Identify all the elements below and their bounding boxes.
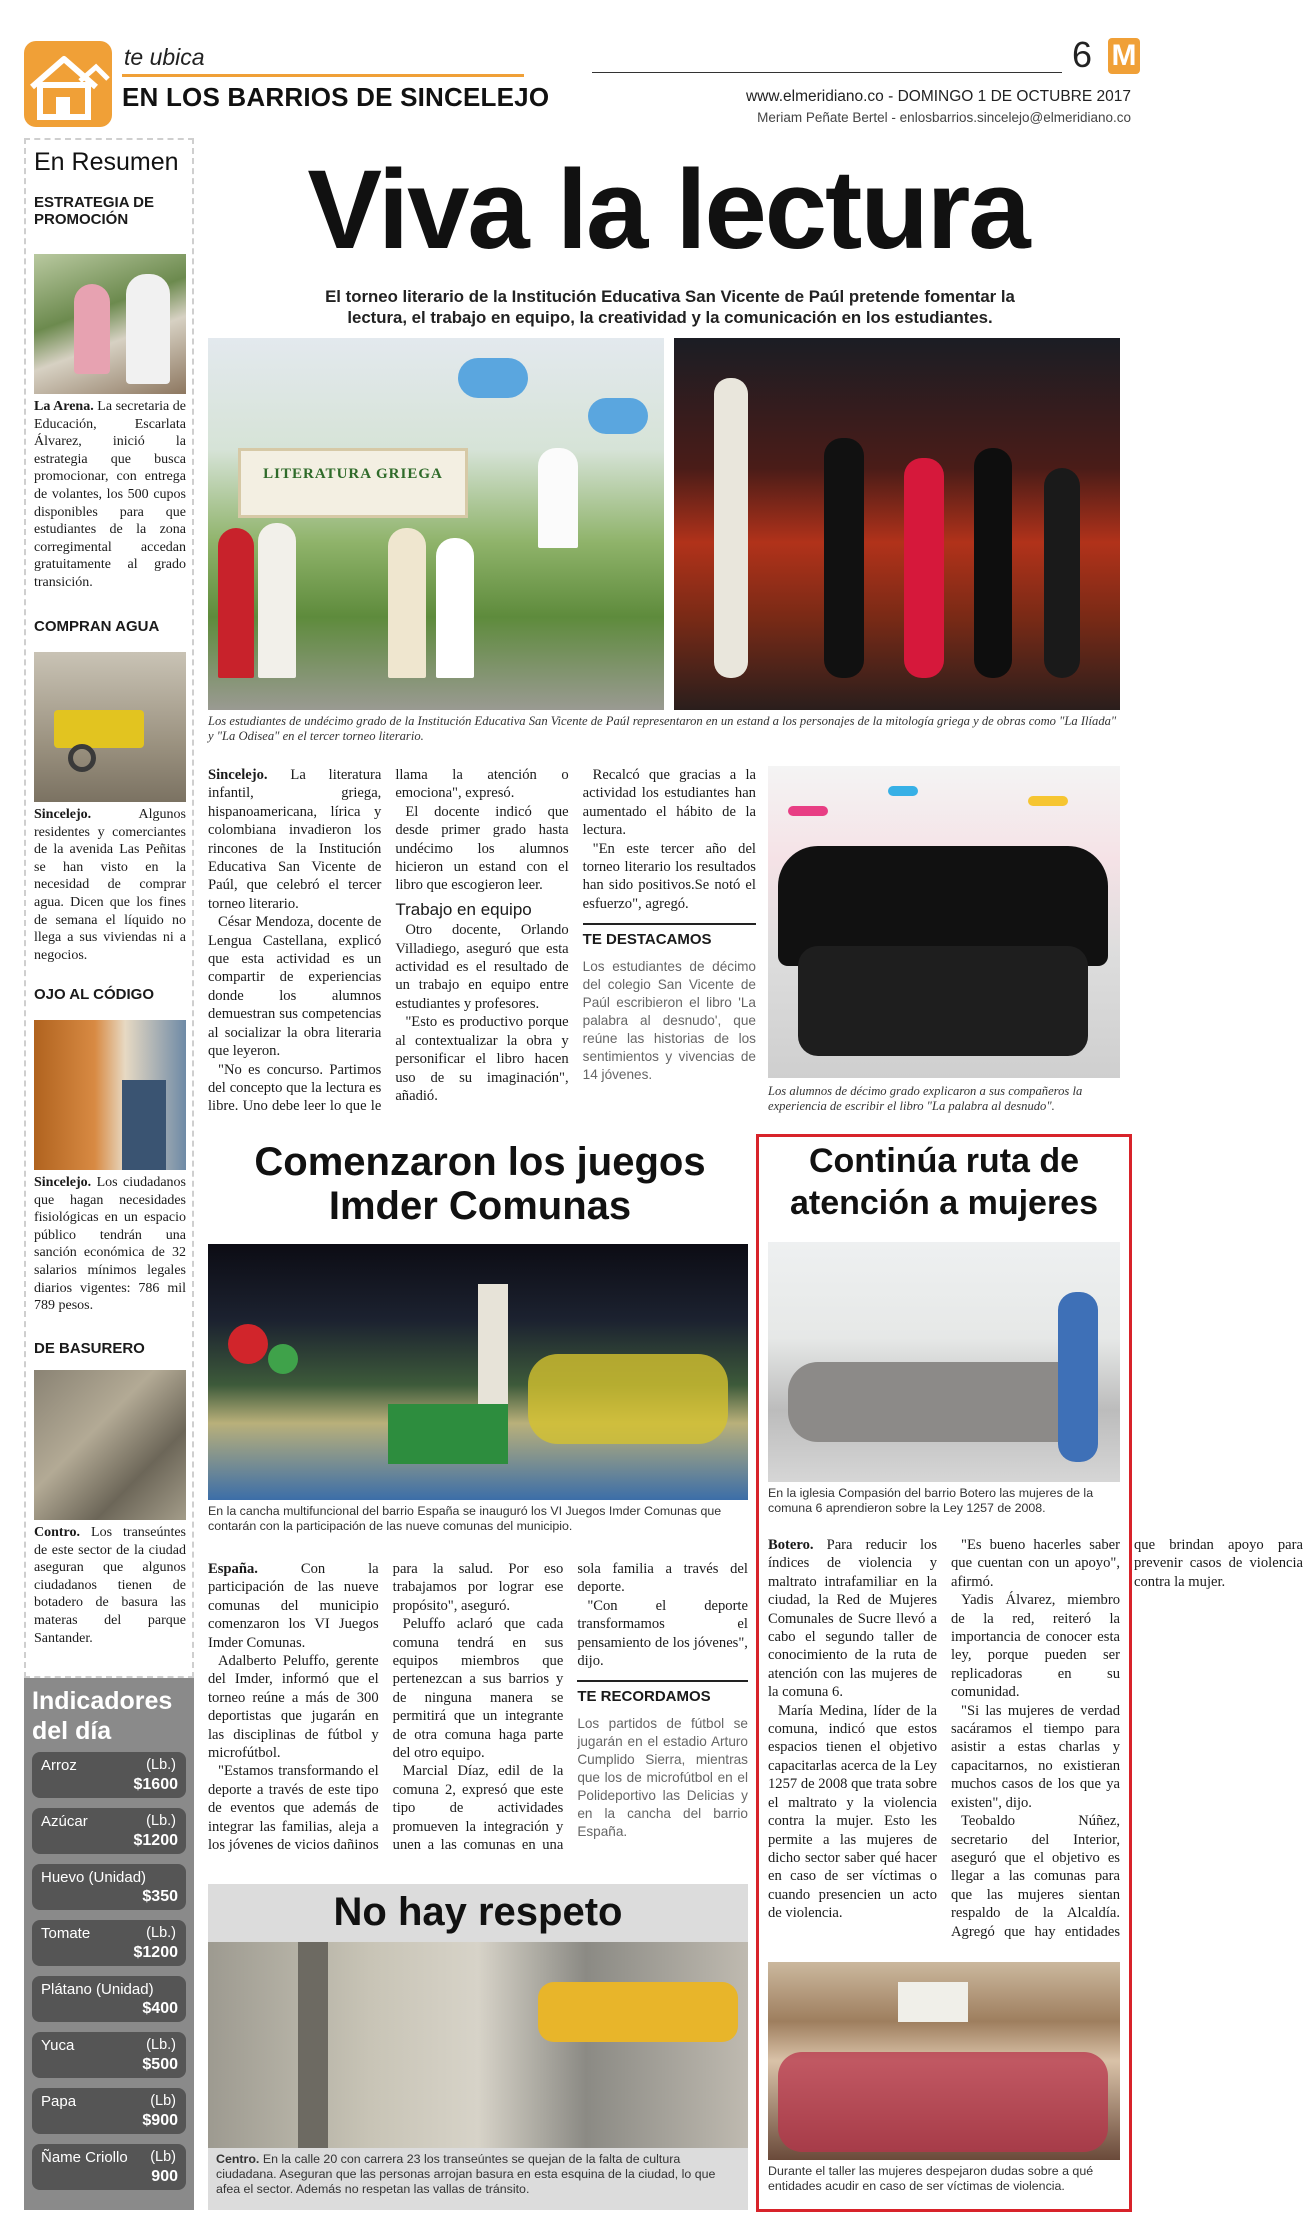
indicator-card: [32, 2032, 186, 2078]
indicator-unit: (Lb): [150, 2149, 176, 2165]
caption-side: Los alumnos de décimo grado explicaron a sus compañeros la experiencia de escribir el libro "La palabra al desnudo".: [768, 1084, 1083, 1113]
greek-sign: LITERATURA GRIEGA: [263, 466, 443, 482]
byline: Meriam Peñate Bertel - enlosbarrios.sincelejo@elmeridiano.co: [757, 110, 1131, 125]
indicator-price: $900: [142, 2112, 178, 2129]
sidebar-item-text: Contro. Los transeúntes de este sector de la ciudad aseguran que algunos ciudadanos tienen de botadero de basura las materas del parque Santander.: [34, 1525, 186, 1646]
indicator-name: Huevo (Unidad): [41, 1869, 147, 1886]
indicator-card: [32, 2144, 186, 2190]
sidebar-item-text: La Arena. La secretaria de Educación, Escarlata Álvarez, inició la estrategia que busca promocionar, con entrega de volantes, los 500 cupos disponibles para que estudiantes de la zona corregimental accedan gratuitamente al grado transición.: [34, 399, 186, 590]
indicator-card: [32, 2088, 186, 2134]
caption-top: Los estudiantes de undécimo grado de la Institución Educativa San Vicente de Paúl representaron en un estand a los personajes de la mitología griega y de obras como "La Ilíada" y "La Odisea" en el tercer torneo literario.: [208, 714, 1117, 743]
indicator-card: [32, 1752, 186, 1798]
games-body: España. Con la participación de las nueve comunas del municipio comenzaron los VI Juegos Imder Comunas. Adalberto Peluffo, gerente del Imder, informó que el torneo reúne a más de 300 deportistas que jugarán en las disciplinas de fútbol y microfútbol. "Estamos transformando el deporte a través de este tipo de eventos que además de integrar las familias, aleja a los jóvenes de vicios dañinos para la salud. Por eso trabajamos por lograr ese propósito", aseguró. Peluffo aclaró que cada comuna tendrá en sus equipos miembros que pertenezcan a sus barrios y de ninguna manera se permitirá que un integrante de otra comuna haga parte del otro equipo. Marcial Díaz, edil de la comuna 2, expresó que este tipo de actividades promueven la integración y unen a las comunas en una sola familia a través del deporte. "Con el deporte transformamos el pensamiento de los jóvenes", dijo. TE RECORDAMOS Los partidos de fútbol se jugarán en el estadio Arturo Cumplido Sierra, mientras que los de microfútbol en el Polideportivo las Delicias y en la cancha del barrio España.: [208, 1561, 748, 1854]
sidebar-item-title: COMPRAN AGUA: [34, 618, 160, 635]
header-rule: [592, 72, 1062, 73]
indicator-unit: (Lb): [150, 2093, 176, 2109]
indicator-unit: (Lb.): [146, 1813, 176, 1829]
women-body: Botero. Para reducir los índices de violencia y maltrato intrafamiliar en la ciudad, la Red de Mujeres Comunales de Sucre llevó a cabo el segundo taller de conocimiento de la ruta de atención con las mujeres de la comuna 6. María Medina, líder de la comuna, indicó que estos espacios tienen el objetivo capacitarlas acerca de la Ley 1257 de 2008 que trata sobre el maltrato y la violencia contra la mujer. Esto les permite a las mujeres de dicho sector saber qué hacer en caso de ser víctimas o cuando presencien un acto de violencia. "Es bueno hacerles saber que cuentan con un apoyo", afirmó. Yadis Álvarez, miembro de la red, reiteró la importancia de conocer esta ley, porque pueden ser replicadoras en su comunidad. "Si las mujeres de verdad sacáramos el tiempo para asistir a estas charlas y capacitarnos, no existieran muchos casos de los que ya existen", dijo. Teobaldo Núñez, secretario del Interior, aseguró que el objetivo es llegar a las comunas para que las mujeres sientan respaldo de la Alcaldía. Agregó que hay entidades que brindan apoyo para prevenir casos de violencia contra la mujer.: [768, 1537, 1303, 1940]
sidebar-item-text: Sincelejo. Algunos residentes y comerciantes de la avenida Las Peñitas se han visto en la necesidad de comprar agua. Dicen que los fines de semana el líquido no llega a sus viviendas ni a negocios.: [34, 807, 186, 963]
indicator-price: $1600: [133, 1776, 178, 1793]
games-headline: Comenzaron los juegos Imder Comunas: [254, 1140, 706, 1228]
indicator-name: Ñame Criollo: [41, 2149, 128, 2166]
indicator-price: $350: [142, 1888, 178, 1905]
indicator-unit: (Lb.): [146, 1925, 176, 1941]
sidebar-heading: En Resumen: [34, 148, 179, 176]
section-rule: [122, 74, 524, 77]
sidebar-item-title: ESTRATEGIA DE PROMOCIÓN: [34, 194, 155, 228]
sidebar-photo-trash: [34, 1370, 186, 1520]
indicator-card: [32, 1920, 186, 1966]
indicator-card: [32, 1808, 186, 1854]
photo-women-workshop: [768, 1962, 1120, 2160]
women-headline: Continúa ruta de atención a mujeres: [789, 1142, 1098, 1222]
indicator-name: Papa: [41, 2093, 77, 2110]
indicator-name: Azúcar: [41, 1813, 88, 1830]
site-date: www.elmeridiano.co - DOMINGO 1 DE OCTUBRE 2017: [745, 88, 1131, 105]
women-caption-bottom: Durante el taller las mujeres despejaron dudas sobre a qué entidades acudir en caso de ser víctimas de violencia.: [768, 2164, 1094, 2193]
indicator-price: $500: [142, 2056, 178, 2073]
indicator-unit: (Lb.): [146, 1757, 176, 1773]
indicator-name: Tomate: [41, 1925, 91, 1942]
sidebar-photo-code: [34, 1020, 186, 1170]
indicator-name: Arroz: [41, 1757, 77, 1774]
sidebar-item-text: Sincelejo. Los ciudadanos que hagan necesidades fisiológicas en un espacio público tendrán una sanción económica de 32 salarios mínimos legales diarios vigentes: 786 mil 789 pesos.: [34, 1175, 186, 1314]
indicator-price: $1200: [133, 1832, 178, 1849]
box-title: TE DESTACAMOS: [583, 923, 756, 949]
box-title: TE RECORDAMOS: [577, 1680, 748, 1706]
indicator-price: 900: [151, 2168, 178, 2185]
photo-street-trash: [208, 1942, 748, 2148]
section-kicker: te ubica: [124, 44, 205, 70]
photo-women-church: [768, 1242, 1120, 1482]
indicator-name: Yuca: [41, 2037, 75, 2054]
page-number: 6: [1072, 34, 1093, 75]
photo-games-opening: [208, 1244, 748, 1500]
indicator-price: $1200: [133, 1944, 178, 1961]
sidebar-photo-water: [34, 652, 186, 802]
sidebar-photo-promotion: [34, 254, 186, 394]
main-deck: El torneo literario de la Institución Educativa San Vicente de Paúl pretende fomentar la lectura, el trabajo en equipo, la creatividad y la comunicación en los estudiantes.: [325, 287, 1015, 327]
indicator-card: [32, 1864, 186, 1910]
indicator-name: Plátano (Unidad): [41, 1981, 154, 1998]
women-caption-top: En la iglesia Compasión del barrio Botero las mujeres de la comuna 6 aprendieron sobre la Ley 1257 de 2008.: [768, 1486, 1094, 1515]
photo-students-book: [768, 766, 1120, 1078]
indicator-price: $400: [142, 2000, 178, 2017]
brand-logo: M: [1108, 38, 1140, 74]
sidebar-item-title: DE BASURERO: [34, 1340, 145, 1357]
section-title: EN LOS BARRIOS DE SINCELEJO: [122, 82, 550, 112]
indicator-unit: (Lb.): [146, 2037, 176, 2053]
photo-dark-stand: [674, 338, 1120, 710]
photo-greek-stand: [208, 338, 664, 710]
respect-headline: No hay respeto: [333, 1890, 623, 1934]
games-caption: En la cancha multifuncional del barrio España se inauguró los VI Juegos Imder Comunas que contarán con la participación de las nueve comunas del municipio.: [208, 1504, 722, 1533]
subhead: Trabajo en equipo: [395, 899, 532, 919]
house-icon: [24, 41, 112, 127]
indicator-card: [32, 1976, 186, 2022]
section-logo: [24, 41, 112, 127]
sidebar-item-title: OJO AL CÓDIGO: [34, 986, 155, 1003]
main-headline: Viva la lectura: [307, 147, 1029, 272]
respect-caption: Centro. En la calle 20 con carrera 23 los transeúntes se quejan de la falta de cultura ciudadana. Aseguran que las personas arrojan basura en esta esquina de la ciudad, lo que afea el sector. Además no respetan las vallas de tránsito.: [216, 2152, 716, 2196]
indicators-heading: Indicadores del día: [32, 1687, 173, 1745]
box-text: Los estudiantes de décimo del colegio San Vicente de Paúl escribieron el libro 'La palabra al desnudo', que reúne las historias de los sentimientos y vivencias de 14 jóvenes.: [582, 958, 756, 1082]
box-text: Los partidos de fútbol se jugarán en el estadio Arturo Cumplido Sierra, mientras que los de microfútbol en el Polideportivo las Delicias y en la cancha del barrio España.: [577, 1715, 748, 1839]
main-body: Sincelejo. La literatura infantil, griega, hispanoamericana, lírica y colombiana invadieron los rincones de la Institución Educativa San Vicente de Paúl, que celebró el tercer torneo literario. César Mendoza, docente de Lengua Castellana, explicó que esta actividad es un compartir de experiencias donde los alumnos demuestran sus competencias al socializar la obra literaria que leyeron. "No es concurso. Partimos del concepto que la lectura es libre. Uno debe leer lo que le llama la atención o emociona", expresó. El docente indicó que desde primer grado hasta undécimo los alumnos hicieron un estand con el libro que escogieron leer. Trabajo en equipo Otro docente, Orlando Villadiego, aseguró que esta actividad es el resultado de un trabajo en equipo entre estudiantes y profesores. "Esto es productivo porque al contextualizar la obra y personificar el libro hacen uso de su imaginación", añadió. Recalcó que gracias a la actividad los estudiantes han aumentado el hábito de la lectura. "En este tercer año del torneo literario los resultados han sido positivos.Se notó el esfuerzo", agregó. TE DESTACAMOS Los estudiantes de décimo del colegio San Vicente de Paúl escribieron el libro 'La palabra al desnudo', que reúne las historias de los sentimientos y vivencias de 14 jóvenes.: [208, 767, 756, 1115]
